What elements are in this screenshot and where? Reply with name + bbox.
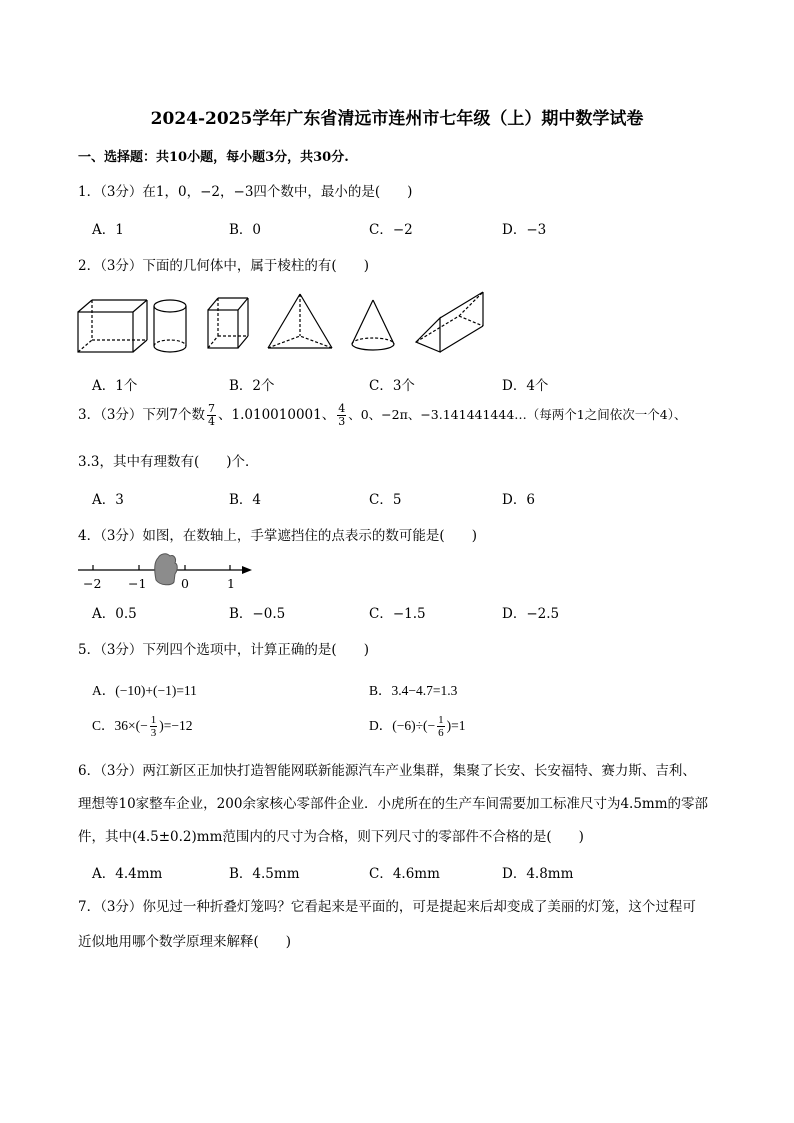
- fraction-1-6: [437, 714, 445, 739]
- question-2-stem: 2．（3分）下面的几何体中，属于棱柱的有( ): [78, 258, 369, 274]
- q4-option-a: A．0.5: [92, 606, 137, 622]
- question-1-stem: 1．（3分）在1，0，−2，−3四个数中，最小的是( ): [78, 184, 413, 200]
- tick-label: 0: [181, 576, 189, 591]
- q4-option-b: B．−0.5: [229, 606, 286, 622]
- question-6-line2: 理想等10家整车企业，200余家核心零部件企业．小虎所在的生产车间需要加工标准尺寸为4.5mm的零部: [78, 796, 709, 812]
- page-title: 2024-2025学年广东省清远市连州市七年级（上）期中数学试卷: [150, 109, 644, 129]
- fraction-numerator: 1: [438, 714, 444, 727]
- triangular-prism-shape: [416, 292, 483, 352]
- q3-text-c: 、0、−2π、−3.141441444…（每两个1之间依次一个4）、: [348, 407, 687, 422]
- q5-c-text-b: )=−12: [159, 718, 193, 733]
- q4-option-c: C．−1.5: [369, 606, 426, 622]
- fraction-denominator: 4: [208, 415, 216, 428]
- q5-d-text-b: )=1: [446, 718, 466, 733]
- question-4-stem: 4．（3分）如图，在数轴上，手掌遮挡住的点表示的数可能是( ): [78, 528, 477, 544]
- q5-option-a: A．(−10)+(−1)=11: [92, 683, 197, 698]
- cone-shape: [352, 300, 394, 350]
- q4-option-d: D．−2.5: [502, 606, 560, 622]
- cube-shape: [208, 298, 248, 348]
- question-3-line2: 3.3，其中有理数有( )个．: [78, 454, 259, 470]
- q6-option-d: D．4.8mm: [502, 866, 574, 882]
- q5-c-text-a: C．36×(−: [92, 718, 148, 733]
- q5-option-d: [369, 712, 465, 740]
- q6-option-a: A．4.4mm: [92, 866, 163, 882]
- q1-option-a: A．1: [92, 222, 124, 238]
- fraction-numerator: 1: [150, 714, 157, 727]
- section-heading: 一、选择题：共10小题，每小题3分，共30分.: [78, 150, 349, 165]
- question-6-line3: 件，其中(4.5±0.2)mm范围内的尺寸为合格，则下列尺寸的零部件不合格的是( ): [78, 829, 584, 845]
- fraction-7-4: [207, 403, 216, 428]
- fraction-1-3: [150, 714, 158, 739]
- palm-icon: [155, 554, 178, 585]
- question-5-stem: 5．（3分）下列四个选项中，计算正确的是( ): [78, 642, 369, 658]
- question-3-stem: [78, 402, 686, 428]
- arrow-icon: [242, 566, 252, 574]
- q5-option-c: [92, 712, 192, 740]
- number-line-figure: [74, 550, 264, 594]
- q2-option-b: B．2个: [229, 378, 275, 394]
- tick-label: 1: [227, 576, 235, 591]
- fraction-numerator: 4: [338, 402, 346, 415]
- q6-option-b: B．4.5mm: [229, 866, 300, 882]
- q3-text-a: 3．（3分）下列7个数: [78, 407, 206, 423]
- tick-label: −1: [128, 576, 147, 591]
- question-7-line1: 7．（3分）你见过一种折叠灯笼吗？它看起来是平面的，可是提起来后却变成了美丽的灯笼，这个过程可: [78, 899, 696, 915]
- q3-text-b: 、1.010010001、: [218, 407, 336, 423]
- q1-option-d: D．−3: [502, 222, 547, 238]
- fraction-denominator: 6: [438, 727, 444, 740]
- q3-option-a: A．3: [92, 492, 124, 508]
- q1-option-c: C．−2: [369, 222, 413, 238]
- q2-option-a: A．1个: [92, 378, 138, 394]
- cuboid-shape: [78, 300, 147, 352]
- geometric-solids-figure: [70, 290, 500, 360]
- q1-option-b: B．0: [229, 222, 262, 238]
- fraction-denominator: 3: [150, 727, 157, 740]
- fraction-numerator: 7: [208, 402, 216, 415]
- q5-d-text-a: D．(−6)÷(−: [369, 718, 436, 733]
- pyramid-shape: [268, 294, 332, 348]
- q2-option-d: D．4个: [502, 378, 549, 394]
- q3-option-d: D．6: [502, 492, 535, 508]
- tick-label: −2: [83, 576, 102, 591]
- cylinder-shape: [154, 300, 186, 352]
- question-7-line2: 近似地用哪个数学原理来解释( ): [78, 934, 292, 950]
- q3-option-c: C．5: [369, 492, 402, 508]
- fraction-denominator: 3: [338, 415, 346, 428]
- question-6-line1: 6．（3分）两江新区正加快打造智能网联新能源汽车产业集群，集聚了长安、长安福特、赛力斯、吉利、: [78, 763, 696, 779]
- fraction-4-3: [337, 403, 346, 428]
- q3-option-b: B．4: [229, 492, 262, 508]
- q2-option-c: C．3个: [369, 378, 415, 394]
- q6-option-c: C．4.6mm: [369, 866, 440, 882]
- q5-option-b: B．3.4−4.7=1.3: [369, 683, 458, 698]
